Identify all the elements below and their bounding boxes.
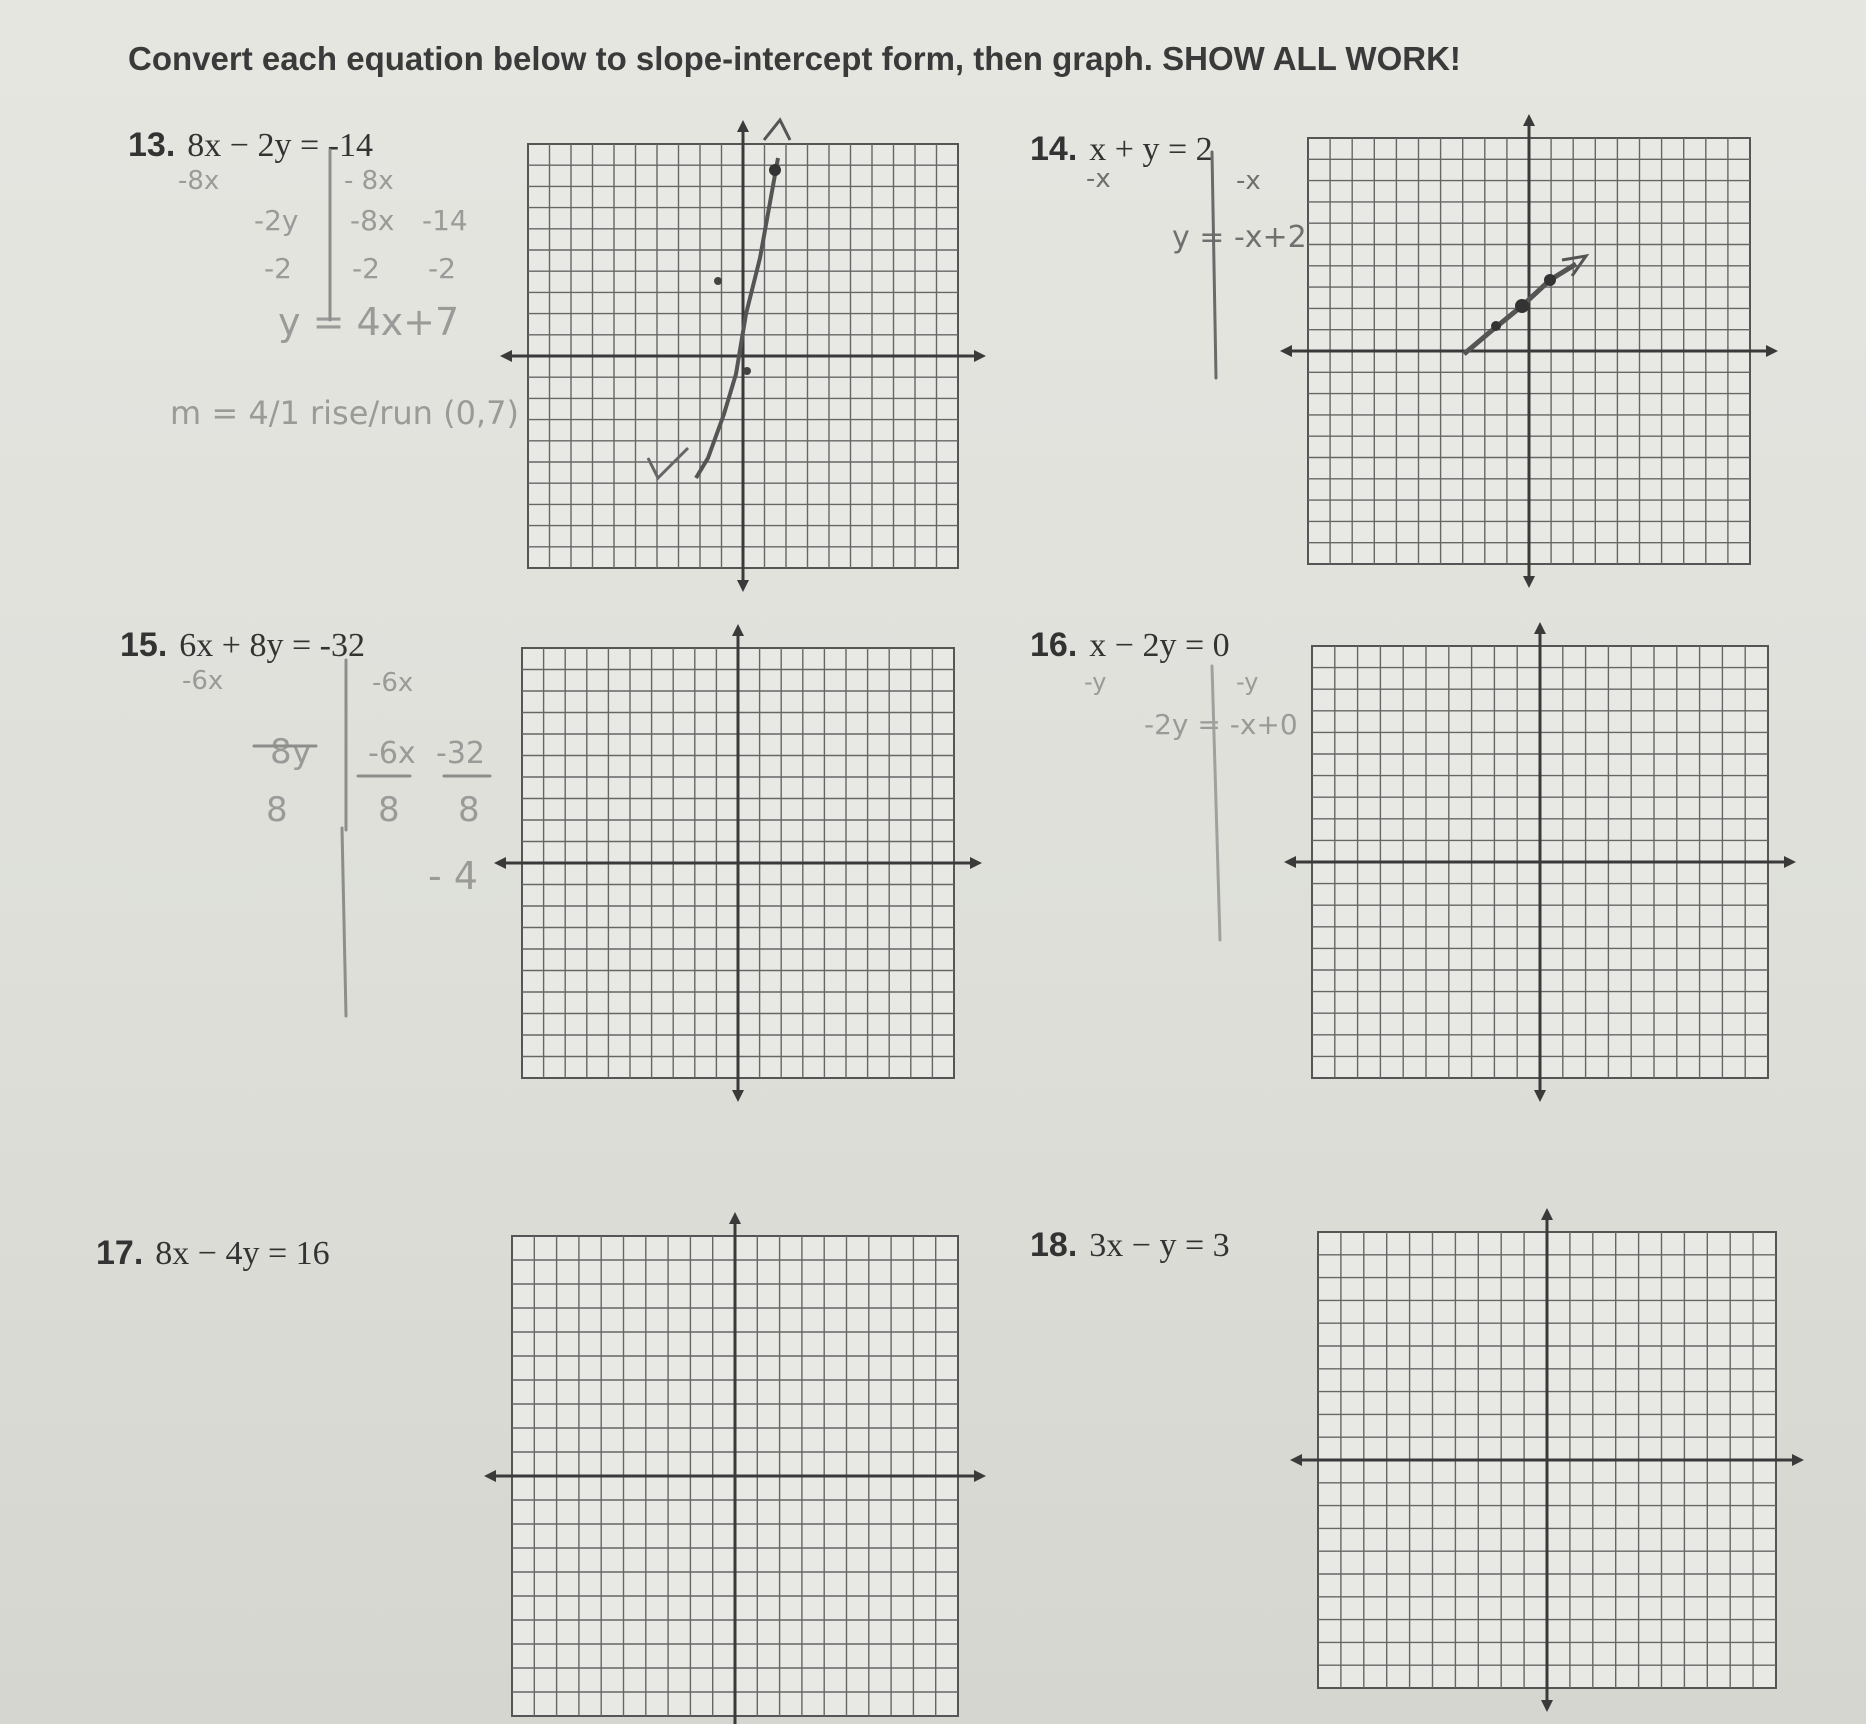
graph-14[interactable] bbox=[1300, 120, 1790, 590]
problem-number: 18. bbox=[1030, 1226, 1078, 1264]
y-axis-arrow-up bbox=[732, 624, 744, 636]
problem-number: 13. bbox=[128, 126, 176, 164]
work-13-step3: y = 4x+7 bbox=[278, 300, 460, 344]
problem-number: 17. bbox=[96, 1234, 144, 1272]
x-axis-arrow-left bbox=[1284, 856, 1296, 868]
y-axis-arrow-up bbox=[729, 1212, 741, 1224]
problem-17 bbox=[96, 1234, 330, 1273]
work-15-step3: - 4 bbox=[428, 854, 478, 898]
graph-17[interactable] bbox=[494, 1212, 994, 1722]
work-13-step2a: -2y bbox=[254, 204, 299, 237]
problem-equation: 6x + 8y = -32 bbox=[179, 627, 365, 664]
work-16-step2: -2y = -x+0 bbox=[1144, 708, 1298, 741]
graph-13-point bbox=[743, 367, 751, 375]
y-axis-arrow-down bbox=[1534, 1090, 1546, 1102]
x-axis-arrow-left bbox=[1290, 1454, 1302, 1466]
work-13-step2b: -2 bbox=[264, 252, 292, 285]
y-axis-arrow-down bbox=[1541, 1700, 1553, 1712]
problem-18 bbox=[1030, 1226, 1230, 1265]
problem-equation: x + y = 2 bbox=[1089, 131, 1213, 168]
work-16-step1b: -y bbox=[1236, 668, 1259, 696]
problem-number: 16. bbox=[1030, 626, 1078, 664]
work-13-step1b: - 8x bbox=[344, 166, 394, 196]
x-axis-arrow-right bbox=[974, 350, 986, 362]
worksheet-title: Convert each equation below to slope-intercept form, then graph. SHOW ALL WORK! bbox=[128, 40, 1461, 77]
y-axis-arrow-down bbox=[1523, 576, 1535, 588]
x-axis-arrow-right bbox=[970, 857, 982, 869]
graph-15[interactable] bbox=[510, 626, 990, 1106]
y-axis-arrow-up bbox=[737, 120, 749, 132]
work-13-step2e: -14 bbox=[422, 204, 468, 237]
x-axis-arrow-right bbox=[1766, 345, 1778, 357]
work-13-step4: m = 4/1 rise/run (0,7) bbox=[170, 394, 519, 432]
work-15-step2e: -32 bbox=[436, 736, 485, 771]
work-13-step2f: -2 bbox=[428, 252, 456, 285]
graph-14-point bbox=[1515, 299, 1529, 313]
problem-equation: 8x − 4y = 16 bbox=[155, 1235, 330, 1272]
x-axis-arrow-left bbox=[1280, 345, 1292, 357]
work-15-step2b: 8 bbox=[266, 790, 288, 830]
graph-14-point bbox=[1491, 321, 1501, 331]
graph-13-point bbox=[714, 277, 722, 285]
graph-13-arrow-top bbox=[764, 120, 790, 140]
x-axis-arrow-left bbox=[500, 350, 512, 362]
problem-14 bbox=[1030, 130, 1213, 169]
problem-15 bbox=[120, 626, 365, 665]
graph-18[interactable] bbox=[1300, 1214, 1800, 1720]
work-15-step2c: -6x bbox=[368, 736, 416, 771]
y-axis-arrow-up bbox=[1534, 622, 1546, 634]
graph-13-point bbox=[769, 164, 781, 176]
work-16-step1a: -y bbox=[1084, 668, 1107, 696]
work-14-step1a: -x bbox=[1086, 164, 1111, 194]
problem-equation: 8x − 2y = -14 bbox=[187, 127, 373, 164]
graph-13[interactable] bbox=[528, 118, 998, 596]
problem-number: 15. bbox=[120, 626, 168, 664]
work-14-step2: y = -x+2 bbox=[1172, 220, 1307, 255]
graph-14-point bbox=[1544, 274, 1556, 286]
work-15-step2f: 8 bbox=[458, 790, 480, 830]
problem-number: 14. bbox=[1030, 130, 1078, 168]
work-15-step2d: 8 bbox=[378, 790, 400, 830]
x-axis-arrow-right bbox=[1784, 856, 1796, 868]
problem-equation: x − 2y = 0 bbox=[1089, 627, 1230, 664]
x-axis-arrow-left bbox=[494, 857, 506, 869]
y-axis-arrow-up bbox=[1541, 1208, 1553, 1220]
graph-16[interactable] bbox=[1300, 626, 1790, 1106]
work-13-step2d: -2 bbox=[352, 252, 380, 285]
problem-equation: 3x − y = 3 bbox=[1089, 1227, 1230, 1264]
work-14-step1b: -x bbox=[1236, 166, 1261, 196]
work-15-step1a: -6x bbox=[182, 666, 224, 696]
work-13-step1a: -8x bbox=[178, 166, 220, 196]
y-axis-arrow-down bbox=[737, 580, 749, 592]
x-axis-arrow-left bbox=[484, 1470, 496, 1482]
work-15-step1b: -6x bbox=[372, 668, 414, 698]
y-axis-arrow-up bbox=[1523, 114, 1535, 126]
x-axis-arrow-right bbox=[974, 1470, 986, 1482]
work-15-step2a: 8y bbox=[270, 732, 312, 772]
work-13-step2c: -8x bbox=[350, 204, 395, 237]
x-axis-arrow-right bbox=[1792, 1454, 1804, 1466]
problem-16 bbox=[1030, 626, 1230, 665]
y-axis-arrow-down bbox=[732, 1090, 744, 1102]
problem-13 bbox=[128, 126, 373, 165]
